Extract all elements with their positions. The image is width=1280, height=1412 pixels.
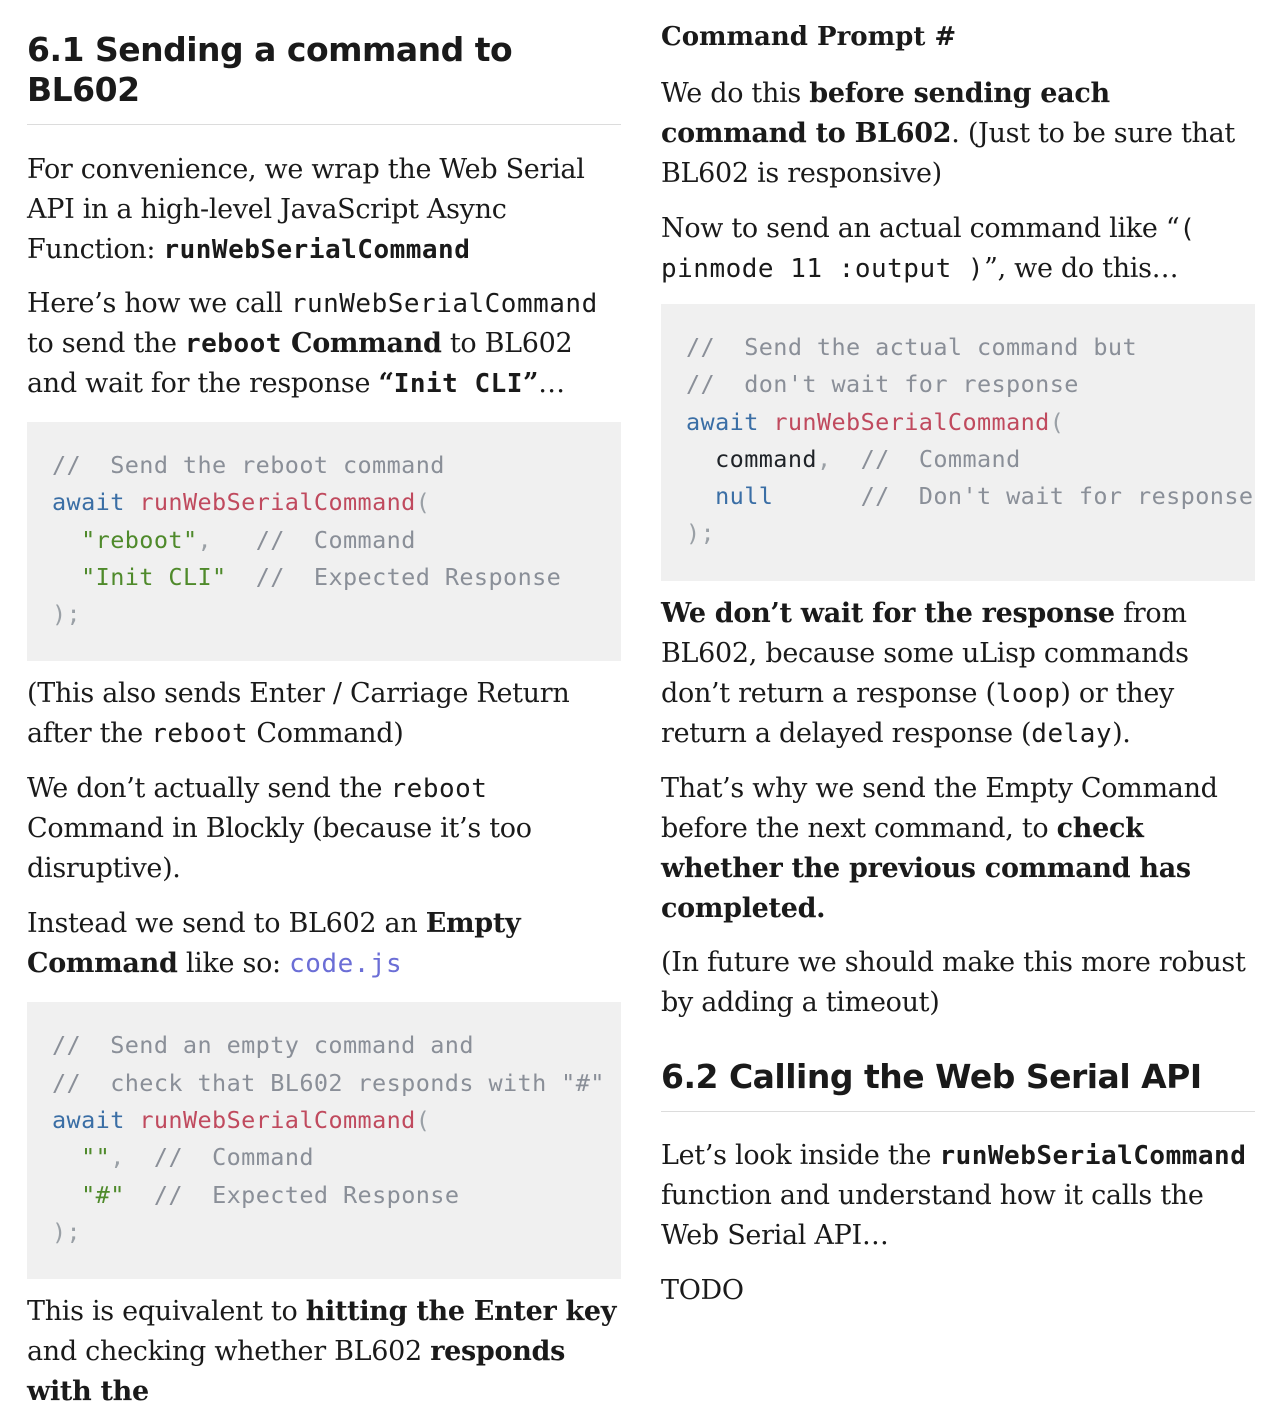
bold-text: responds with the bbox=[27, 1336, 566, 1408]
paragraph-look-inside bbox=[661, 1136, 1255, 1256]
paragraph-empty-command bbox=[27, 904, 621, 984]
paragraph-text: For convenience, we wrap the Web Serial API in a high-level JavaScript Async Function: bbox=[27, 154, 585, 265]
paragraph-text: ”, we do this… bbox=[984, 253, 1179, 284]
paragraph-text: and checking whether BL602 bbox=[27, 1336, 431, 1368]
code-function: runWebSerialCommand bbox=[773, 407, 1050, 436]
code-comment: // don't wait for response bbox=[686, 370, 1079, 399]
bold-text: Empty Command bbox=[27, 908, 521, 980]
inline-code-function: runWebSerialCommand bbox=[163, 235, 471, 265]
code-keyword: await bbox=[686, 407, 759, 436]
code-punct: ( bbox=[415, 488, 431, 517]
inline-code-function: runWebSerialCommand bbox=[939, 1140, 1247, 1171]
paragraph-text: function and understand how it calls the Web Serial API… bbox=[661, 1179, 1204, 1251]
paragraph-future: (In future we should make this more robust by adding a timeout) bbox=[661, 946, 1246, 1018]
code-keyword: await bbox=[52, 488, 125, 517]
code-comment: // Expected Response bbox=[153, 1180, 460, 1209]
paragraph-dont-wait bbox=[661, 594, 1255, 754]
code-comment: // Send an empty command and bbox=[52, 1031, 474, 1060]
bold-text: hitting the Enter key bbox=[305, 1296, 617, 1328]
code-comment: // Don't wait for response bbox=[860, 482, 1254, 511]
paragraph-text: … bbox=[538, 368, 565, 399]
paragraph-text: . (Just to be sure that BL602 is responsive) bbox=[661, 118, 1235, 189]
code-block-empty-command bbox=[27, 1002, 621, 1279]
paragraph-text: (This also sends Enter / Carriage Return after the bbox=[27, 678, 570, 750]
code-comment: // Command bbox=[255, 525, 416, 554]
paragraph-text: This is equivalent to bbox=[27, 1296, 306, 1328]
paragraph-text: ). bbox=[1112, 717, 1131, 749]
paragraph-text: like so: bbox=[177, 948, 290, 980]
bold-quote-close: ” bbox=[522, 368, 539, 399]
paragraph-text: We don’t actually send the bbox=[27, 773, 391, 805]
inline-code-reboot: reboot bbox=[390, 774, 488, 805]
left-column bbox=[27, 0, 621, 1412]
code-string: "#" bbox=[81, 1180, 125, 1209]
inline-code-function: runWebSerialCommand bbox=[290, 289, 598, 319]
code-block-actual-command bbox=[661, 304, 1255, 581]
paragraph-text: Command in Blockly (because it’s too disruptive). bbox=[27, 813, 532, 885]
paragraph-intro bbox=[27, 150, 621, 270]
code-comment: // Command bbox=[153, 1143, 314, 1172]
paragraph-thats-why bbox=[661, 769, 1255, 929]
bold-text: Command bbox=[281, 328, 442, 359]
paragraph-actual-command bbox=[661, 209, 1255, 289]
code-variable: command bbox=[715, 444, 817, 473]
paragraph-text: to send the bbox=[27, 328, 185, 359]
code-comment: // Command bbox=[860, 444, 1021, 473]
paragraph-text: to BL602 and wait for the response bbox=[27, 328, 573, 399]
paragraph-blockly-note bbox=[27, 769, 621, 889]
inline-code-reboot: reboot bbox=[151, 719, 249, 750]
code-js-link[interactable]: code.js bbox=[289, 949, 403, 980]
section-heading-6-2: 6.2 Calling the Web Serial API bbox=[661, 1057, 1255, 1112]
paragraph-before-sending bbox=[661, 74, 1255, 194]
code-function: runWebSerialCommand bbox=[139, 488, 416, 517]
paragraph-text: ) or they return a delayed response ( bbox=[661, 677, 1175, 749]
command-prompt-heading: Command Prompt # bbox=[661, 22, 957, 52]
code-string: "Init CLI" bbox=[81, 562, 227, 591]
code-null: null bbox=[715, 482, 774, 511]
inline-code-reboot: reboot bbox=[184, 329, 282, 359]
code-string: "" bbox=[81, 1143, 111, 1172]
paragraph-text: Instead we send to BL602 an bbox=[27, 908, 426, 940]
section-heading-6-1: 6.1 Sending a command to BL602 bbox=[27, 30, 621, 125]
code-string: "reboot" bbox=[81, 525, 198, 554]
inline-code-loop: loop bbox=[995, 678, 1061, 709]
right-column bbox=[661, 0, 1255, 1311]
paragraph-text: Now to send an actual command like “ bbox=[661, 213, 1180, 244]
paragraph-text: That’s why we send the Empty Command before the next command, to bbox=[661, 772, 1218, 844]
code-comment: // check that BL602 responds with "#" bbox=[52, 1068, 605, 1097]
code-comment: // Send the reboot command bbox=[52, 451, 445, 479]
paragraph-text: from BL602, because some uLisp commands don’t return a response ( bbox=[661, 597, 1189, 709]
paragraph-text: Let’s look inside the bbox=[661, 1139, 940, 1171]
code-punct: , bbox=[197, 525, 213, 554]
code-comment: // Send the actual command but bbox=[686, 333, 1137, 361]
code-punct: ); bbox=[52, 1217, 82, 1246]
paragraph-text: Command) bbox=[248, 718, 404, 750]
code-punct: ( bbox=[415, 1106, 431, 1135]
code-punct: , bbox=[110, 1143, 125, 1172]
code-punct: ); bbox=[686, 519, 716, 548]
code-comment: // Expected Response bbox=[255, 562, 562, 591]
code-punct: ); bbox=[52, 600, 82, 629]
paragraph-equivalent bbox=[27, 1292, 621, 1412]
code-block-reboot bbox=[27, 422, 621, 661]
bold-text: before sending each command to BL602 bbox=[661, 78, 1110, 149]
bold-quote-open: “ bbox=[378, 368, 394, 399]
paragraph-enter-note bbox=[27, 674, 621, 754]
inline-code-delay: delay bbox=[1031, 718, 1113, 749]
code-punct: ( bbox=[1049, 407, 1065, 436]
paragraph-text: We do this bbox=[661, 78, 810, 109]
paragraph-text: Here’s how we call bbox=[27, 288, 291, 319]
inline-code-init-cli: Init CLI bbox=[393, 369, 523, 399]
code-punct: , bbox=[816, 444, 832, 473]
bold-text: check whether the previous command has completed. bbox=[661, 812, 1191, 924]
bold-text: We don’t wait for the response bbox=[661, 597, 1115, 629]
code-keyword: await bbox=[52, 1106, 125, 1135]
inline-code-pinmode: ( pinmode 11 :output ) bbox=[661, 214, 1196, 284]
paragraph-call-example bbox=[27, 284, 621, 404]
code-function: runWebSerialCommand bbox=[139, 1106, 416, 1135]
paragraph-todo: TODO bbox=[661, 1274, 744, 1306]
